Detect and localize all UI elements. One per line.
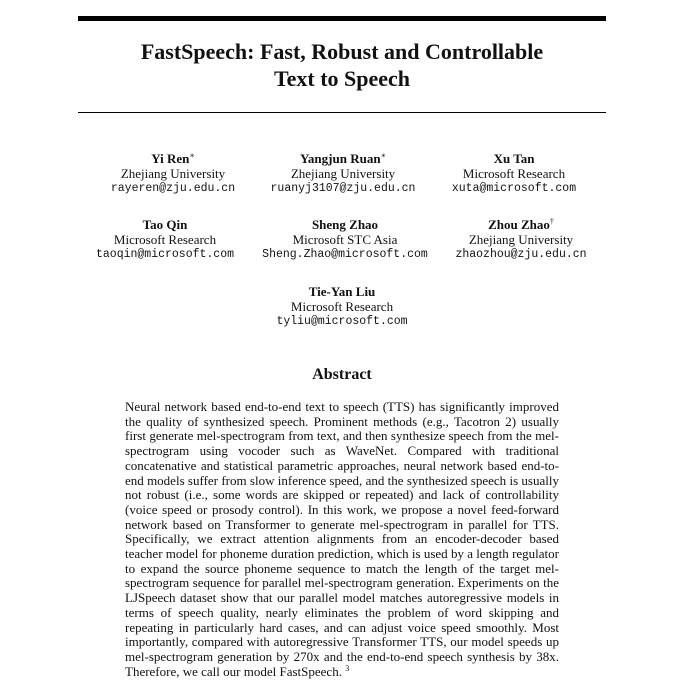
title-line-2: Text to Speech: [273, 66, 411, 91]
author-affiliation: Zhejiang University: [468, 232, 574, 247]
abstract-heading: Abstract: [312, 366, 372, 383]
footnote-mark: 3: [345, 663, 350, 673]
author-name: Tie-Yan Liu: [308, 284, 376, 299]
author-mark: ∗: [189, 151, 195, 160]
author-block: [414, 151, 614, 196]
author-block: [242, 284, 442, 329]
author-affiliation: Microsoft Research: [462, 166, 566, 181]
title-line-1: FastSpeech: Fast, Robust and Controllable: [140, 39, 544, 64]
author-name: Yi Ren∗: [151, 151, 195, 166]
author-affiliation: Microsoft STC Asia: [292, 232, 398, 247]
author-affiliation: Zhejiang University: [120, 166, 226, 181]
author-email: tyliu@microsoft.com: [276, 315, 408, 328]
paper-title: [78, 38, 606, 92]
author-mark: †: [549, 217, 554, 226]
author-email: ruanyj3107@zju.edu.cn: [270, 182, 416, 195]
author-affiliation: Microsoft Research: [113, 232, 217, 247]
author-block: [65, 217, 265, 262]
abstract-body: [125, 400, 559, 679]
author-block: [245, 217, 445, 262]
author-email: taoqin@microsoft.com: [95, 248, 235, 261]
author-name: Sheng Zhao: [311, 217, 379, 232]
author-block: [243, 151, 443, 196]
title-bottom-rule: [78, 112, 606, 113]
author-email: zhaozhou@zju.edu.cn: [455, 248, 587, 261]
author-email: rayeren@zju.edu.cn: [110, 182, 236, 195]
author-email: xuta@microsoft.com: [451, 182, 577, 195]
author-block: [421, 217, 621, 262]
abstract-text: Neural network based end-to-end text to speech (TTS) has significantly improved the quality of synthesized speech. Prominent methods (e.g., Tacotron 2) usually first generate mel-spectrogram from text, and then synthesize speech from the mel-spectrogram using vocoder such as WaveNet. Compared with traditional concatenative and statistical parametric approaches, neural network based end-to-end models suffer from slow inference speed, and the synthesized speech is usually not robust (i.e., some words are skipped or repeated) and lack of controllability (voice speed or prosody control). In this work, we propose a novel feed-forward network based on Transformer to generate mel-spectrogram in parallel for TTS. Specifically, we extract attention alignments from an encoder-decoder based teacher model for phoneme duration prediction, which is used by a length regulator to expand the source phoneme sequence to match the length of the target mel-spectrogram sequence for parallel mel-spectrogram generation. Experiments on the LJSpeech dataset show that our parallel model matches autoregressive models in terms of speech quality, nearly eliminates the problem of word skipping and repeating in particularly hard cases, and can adjust voice speed smoothly. Most importantly, compared with autoregressive Transformer TTS, our model speeds up mel-spectrogram generation by 270x and the end-to-end speech synthesis by 38x. Therefore, we call our model FastSpeech.: [125, 399, 559, 679]
author-name: Tao Qin: [142, 217, 188, 232]
top-rule: [78, 16, 606, 21]
author-name: Xu Tan: [493, 151, 535, 166]
author-email: Sheng.Zhao@microsoft.com: [262, 248, 428, 261]
author-affiliation: Microsoft Research: [290, 299, 394, 314]
author-name: Yangjun Ruan∗: [299, 151, 386, 166]
author-name: Zhou Zhao†: [488, 217, 554, 232]
author-affiliation: Zhejiang University: [290, 166, 396, 181]
author-mark: ∗: [380, 151, 386, 160]
